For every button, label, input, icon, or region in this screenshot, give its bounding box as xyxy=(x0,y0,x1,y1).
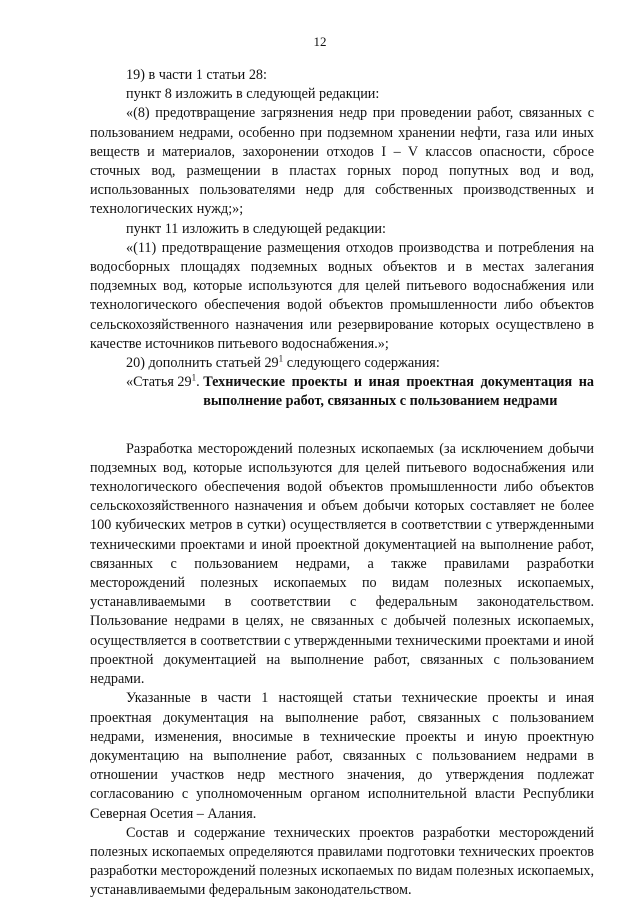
article-number xyxy=(90,373,203,411)
page-number: 12 xyxy=(313,34,327,49)
item-20-line xyxy=(90,354,594,373)
point-8-intro: пункт 8 изложить в следующей редакции: xyxy=(126,86,380,103)
item-20-superscript: 1 xyxy=(278,353,284,364)
point-11-intro: пункт 11 изложить в следующей редакции: xyxy=(126,220,386,237)
article-title: Технические проекты и иная проектная документация на выполнение работ, связанных с пользованием недрами xyxy=(203,374,594,410)
item-20-text-end: следующего содержания: xyxy=(283,355,440,372)
item-19-line: 19) в части 1 статьи 28: xyxy=(126,67,267,83)
document-body xyxy=(90,66,594,901)
point-11-text: «(11) предотвращение размещения отходов производства и потребления на водосборных площадях подземных водных объектов и в местах залегания подземных вод, которые используются для целей питьевого водоснабжения или технологического обеспечения водой объектов промышленности либо объектов сельскохозяйственного назначения или резервирование которых осуществлено в качестве источников питьевого водоснабжения.»; xyxy=(90,239,594,352)
article-paragraph-1: Разработка месторождений полезных ископаемых (за исключением добычи подземных вод, которые используются для целей питьевого водоснабжения или технологического обеспечения водой объектов промышленности либо объектов сельскохозяйственного назначения и объем добычи которых составляет не более 100 кубических метров в сутки) осуществляется в соответствии с утвержденными техническими проектами и иной проектной документацией на выполнение работ, связанных с пользованием недрами, а также правилами разработки месторождений полезных ископаемых по видам полезных ископаемых, устанавливаемыми в соответствии с федеральным законодательством. Пользование недрами в целях, не связанных с добычей полезных ископаемых, осуществляется в соответствии с утвержденными техническими проектами и иной проектной документацией на выполнение работ, связанных с пользованием недрами. xyxy=(90,440,594,688)
article-paragraph-3: Состав и содержание технических проектов разработки месторождений полезных ископаемых определяются правилами подготовки технических проектов разработки месторождений полезных ископаемых по видам полезных ископаемых, устанавливаемыми федеральным законодательством. xyxy=(90,824,594,899)
article-heading xyxy=(90,373,594,411)
article-number-text: «Статья 29 xyxy=(126,374,192,391)
article-paragraph-2: Указанные в части 1 настоящей статьи технические проекты и иная проектная документация на выполнение работ, связанных с пользованием недрами, изменения, вносимые в технические проекты и иную проектную документацию на выполнение работ, связанных с пользованием недрами в отношении участков недр местного значения, до утверждения подлежат согласованию с уполномоченным органом исполнительной власти Республики Северная Осетия – Алания. xyxy=(90,690,594,822)
point-8-text: «(8) предотвращение загрязнения недр при проведении работ, связанных с пользованием недрами, особенно при подземном хранении нефти, газа или иных веществ и материалов, захоронении отходов I – V классов опасности, сбросе сточных вод, размещении в пластах горных пород попутных вод и вод, использованных пользователями недр для собственных производственных и технологических нужд;»; xyxy=(90,105,594,218)
article-number-dot: . xyxy=(196,374,204,391)
item-20-text: 20) дополнить статьей 29 xyxy=(126,355,279,372)
article-number-superscript: 1 xyxy=(191,372,197,383)
